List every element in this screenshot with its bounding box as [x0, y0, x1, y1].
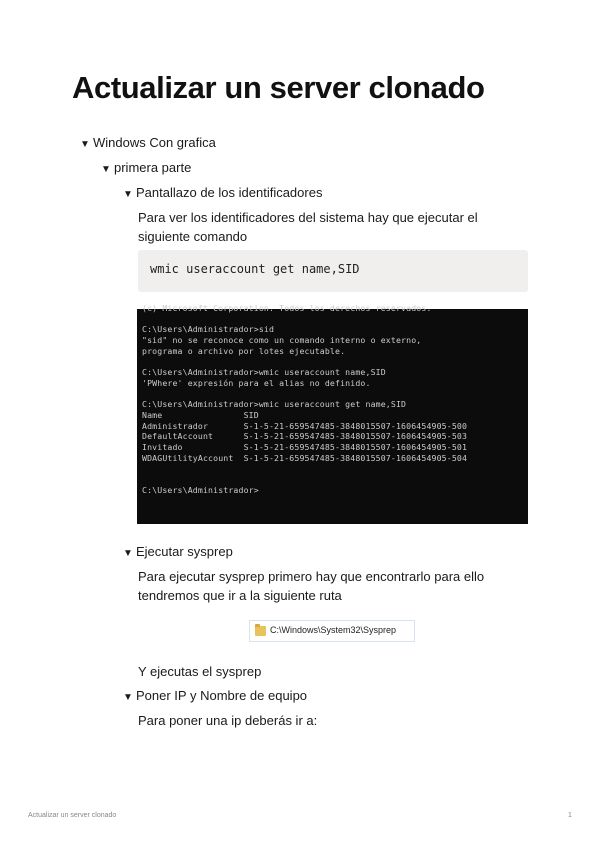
terminal-line: 'PWhere' expresión para el alias no definido. [142, 377, 371, 388]
footer-title: Actualizar un server clonado [28, 812, 117, 819]
triangle-down-icon[interactable]: ▼ [80, 139, 90, 150]
toggle-poner-ip[interactable] [123, 688, 307, 703]
terminal-screenshot [137, 303, 528, 524]
paragraph-line: Para ejecutar sysprep primero hay que encontrarlo para ello [138, 569, 485, 584]
terminal-line: C:\Users\Administrador>wmic useraccount get name,SID [142, 399, 407, 410]
terminal-line: DefaultAccount S-1-5-21-659547485-3848015507-1606454905-503 [142, 431, 468, 442]
triangle-down-icon[interactable]: ▼ [123, 548, 133, 559]
footer-page-number: 1 [568, 812, 572, 819]
terminal-line: (c) Microsoft Corporation. Todos los derechos reservados. [142, 303, 432, 313]
terminal-line: C:\Users\Administrador>sid [142, 324, 275, 335]
terminal-line: "sid" no se reconoce como un comando interno o externo, [142, 335, 422, 346]
page-title: Actualizar un server clonado [72, 70, 485, 105]
paragraph-line: Para ver los identificadores del sistema hay que ejecutar el [138, 210, 478, 225]
terminal-line: C:\Users\Administrador>wmic useraccount name,SID [142, 367, 386, 378]
terminal-line: C:\Users\Administrador> [142, 484, 259, 495]
paragraph-ejecutas: Y ejecutas el sysprep [138, 664, 262, 679]
toggle-label: Pantallazo de los identificadores [136, 185, 323, 200]
toggle-primera-parte[interactable] [101, 160, 191, 175]
triangle-down-icon[interactable]: ▼ [123, 692, 133, 703]
terminal-line: programa o archivo por lotes ejecutable. [142, 345, 346, 356]
terminal-line: Administrador S-1-5-21-659547485-3848015507-1606454905-500 [142, 420, 468, 431]
toggle-pantallazo[interactable] [123, 185, 322, 200]
paragraph-identificadores [138, 208, 478, 246]
address-bar-image [249, 620, 415, 642]
paragraph-sysprep [138, 567, 484, 605]
folder-icon [255, 626, 266, 636]
code-block[interactable] [138, 250, 528, 292]
triangle-down-icon[interactable]: ▼ [101, 164, 111, 175]
triangle-down-icon[interactable]: ▼ [123, 189, 133, 200]
toggle-label: primera parte [114, 160, 192, 175]
terminal-line: WDAGUtilityAccount S-1-5-21-659547485-3848015507-1606454905-504 [142, 452, 468, 463]
paragraph-line: siguiente comando [138, 229, 248, 244]
toggle-ejecutar-sysprep[interactable] [123, 544, 233, 559]
paragraph-poner-ip: Para poner una ip deberás ir a: [138, 713, 318, 728]
address-path: C:\Windows\System32\Sysprep [270, 625, 397, 635]
paragraph-line: tendremos que ir a la siguiente ruta [138, 588, 342, 603]
toggle-windows-con-grafica[interactable] [80, 135, 216, 150]
terminal-line: Invitado S-1-5-21-659547485-3848015507-1606454905-501 [142, 442, 468, 453]
toggle-label: Windows Con grafica [93, 135, 216, 150]
toggle-label: Poner IP y Nombre de equipo [136, 688, 308, 703]
terminal-line: Name SID [142, 410, 259, 420]
code-command: wmic useraccount get name,SID [150, 262, 360, 276]
toggle-label: Ejecutar sysprep [136, 544, 233, 559]
